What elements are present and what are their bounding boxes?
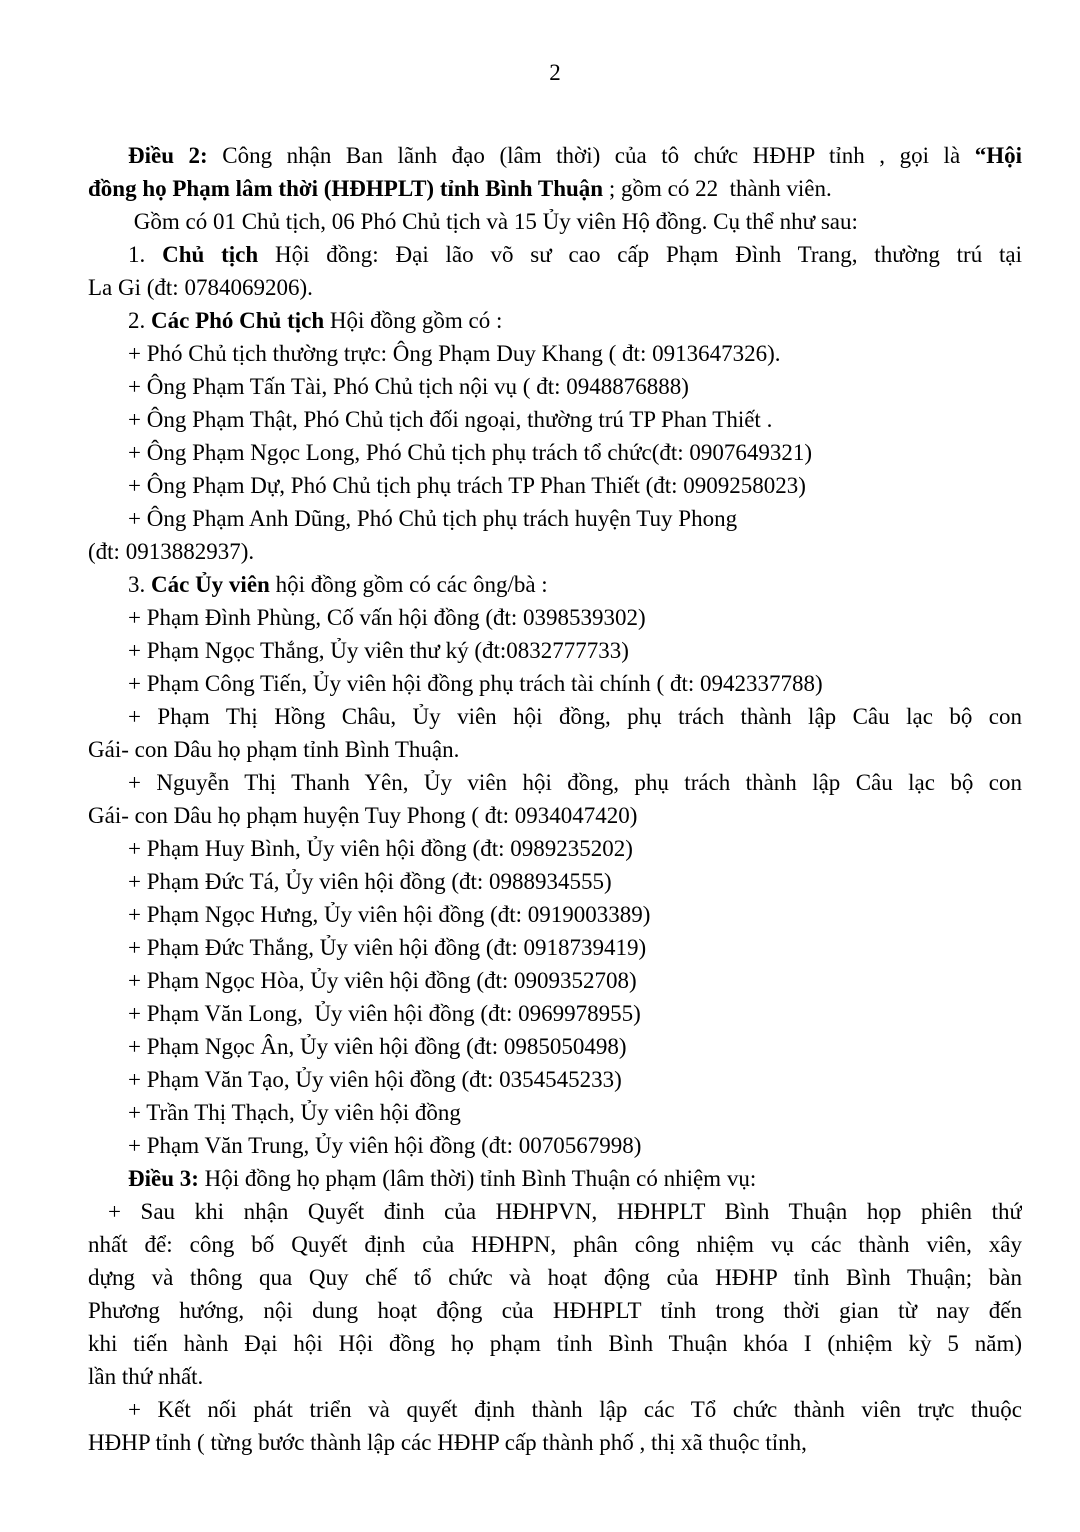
doc-line — [88, 601, 1022, 634]
text-segment: Hội đồng họ phạm (lâm thời) tỉnh Bình Thuận có nhiệm vụ: — [198, 1166, 757, 1191]
bold-text-segment: Điều 2: — [128, 143, 208, 168]
doc-line — [88, 997, 1022, 1030]
page-number: 2 — [549, 60, 561, 85]
text-segment: + Phạm Đức Thắng, Ủy viên hội đồng (đt: 0918739419) — [128, 935, 647, 960]
bold-text-segment: “Hội — [974, 143, 1022, 168]
text-segment: + Phạm Đức Tá, Ủy viên hội đồng (đt: 0988934555) — [128, 869, 612, 894]
text-segment: + Trần Thị Thạch, Ủy viên hội đồng — [128, 1100, 461, 1125]
doc-line — [88, 1030, 1022, 1063]
text-segment: + Phó Chủ tịch thường trực: Ông Phạm Duy Khang ( đt: 0913647326). — [128, 341, 781, 366]
doc-line — [88, 898, 1022, 931]
text-segment: + Phạm Văn Trung, Ủy viên hội đồng (đt: 0070567998) — [128, 1133, 642, 1158]
text-segment: nhất để: công bố Quyết định của HĐHPN, phân công nhiệm vụ các thành viên, xây — [88, 1232, 1022, 1257]
doc-line — [88, 436, 1022, 469]
doc-line — [88, 667, 1022, 700]
doc-line — [88, 700, 1022, 733]
doc-line — [88, 370, 1022, 403]
text-segment: hội đồng gồm có các ông/bà : — [269, 572, 548, 597]
text-segment: 1. — [128, 242, 163, 267]
doc-line — [88, 1360, 1022, 1393]
doc-line — [88, 1261, 1022, 1294]
text-segment: + Ông Phạm Dự, Phó Chủ tịch phụ trách TP Phan Thiết (đt: 0909258023) — [128, 473, 806, 498]
doc-line — [88, 1426, 1022, 1459]
doc-line — [88, 832, 1022, 865]
doc-line — [88, 931, 1022, 964]
text-segment: + Sau khi nhận Quyết đinh của HĐHPVN, HĐHPLT Bình Thuận họp phiên thứ — [108, 1199, 1022, 1224]
doc-line — [88, 205, 1022, 238]
text-segment: + Phạm Ngọc Ân, Ủy viên hội đồng (đt: 0985050498) — [128, 1034, 627, 1059]
text-segment: + Phạm Công Tiến, Ủy viên hội đồng phụ trách tài chính ( đt: 0942337788) — [128, 671, 823, 696]
doc-line — [88, 964, 1022, 997]
text-segment: + Phạm Ngọc Thắng, Ủy viên thư ký (đt:0832777733) — [128, 638, 629, 663]
doc-line — [88, 1063, 1022, 1096]
text-segment: + Ông Phạm Anh Dũng, Phó Chủ tịch phụ trách huyện Tuy Phong — [128, 506, 738, 531]
doc-line — [88, 238, 1022, 271]
doc-line — [88, 469, 1022, 502]
doc-line — [88, 1129, 1022, 1162]
text-segment: + Phạm Ngọc Hòa, Ủy viên hội đồng (đt: 0909352708) — [128, 968, 637, 993]
doc-line — [88, 799, 1022, 832]
text-segment: khi tiến hành Đại hội Hội đồng họ phạm tỉnh Bình Thuận khóa I (nhiệm kỳ 5 năm) — [88, 1331, 1022, 1356]
text-segment: (đt: 0913882937). — [88, 539, 255, 564]
doc-line — [88, 502, 1022, 535]
doc-line — [88, 1294, 1022, 1327]
doc-line — [88, 733, 1022, 766]
text-segment: La Gi (đt: 0784069206). — [88, 275, 313, 300]
text-segment: lần thứ nhất. — [88, 1364, 204, 1389]
text-segment: Gồm có 01 Chủ tịch, 06 Phó Chủ tịch và 15 Ủy viên Hộ đồng. Cụ thể như sau: — [128, 209, 858, 234]
doc-line — [88, 337, 1022, 370]
text-segment: HĐHP tỉnh ( từng bước thành lập các HĐHP cấp thành phố , thị xã thuộc tỉnh, — [88, 1430, 807, 1455]
text-segment: + Phạm Đình Phùng, Cố vấn hội đồng (đt: 0398539302) — [128, 605, 646, 630]
text-segment: + Phạm Huy Bình, Ủy viên hội đồng (đt: 0989235202) — [128, 836, 633, 861]
doc-line — [88, 139, 1022, 172]
text-segment: Hội đồng gồm có : — [324, 308, 503, 333]
text-segment: + Kết nối phát triển và quyết định thành lập các Tổ chức thành viên trực thuộc — [128, 1397, 1022, 1422]
text-segment: Gái- con Dâu họ phạm huyện Tuy Phong ( đt: 0934047420) — [88, 803, 638, 828]
bold-text-segment: đồng họ Phạm lâm thời (HĐHPLT) tỉnh Bình Thuận — [88, 176, 604, 201]
doc-line — [88, 1228, 1022, 1261]
text-segment: dựng và thông qua Quy chế tổ chức và hoạt động của HĐHP tỉnh Bình Thuận; bàn — [88, 1265, 1022, 1290]
text-segment: Hội đồng: Đại lão võ sư cao cấp Phạm Đình Trang, thường trú tại — [258, 242, 1022, 267]
text-segment: + Phạm Văn Long, Ủy viên hội đồng (đt: 0969978955) — [128, 1001, 641, 1026]
doc-line — [88, 1162, 1022, 1195]
doc-line — [88, 172, 1022, 205]
bold-text-segment: Chủ tịch — [162, 242, 259, 267]
text-segment: 3. — [128, 572, 151, 597]
text-segment: + Ông Phạm Thật, Phó Chủ tịch đối ngoại, thường trú TP Phan Thiết . — [128, 407, 773, 432]
bold-text-segment: Các Phó Chủ tịch — [151, 308, 325, 333]
text-segment: + Phạm Ngọc Hưng, Ủy viên hội đồng (đt: 0919003389) — [128, 902, 651, 927]
text-segment: + Phạm Thị Hồng Châu, Ủy viên hội đồng, phụ trách thành lập Câu lạc bộ con — [128, 704, 1022, 729]
text-segment: Gái- con Dâu họ phạm tỉnh Bình Thuận. — [88, 737, 460, 762]
doc-line — [88, 568, 1022, 601]
doc-body — [88, 139, 1022, 1459]
doc-line — [88, 766, 1022, 799]
bold-text-segment: Các Ủy viên — [151, 572, 270, 597]
text-segment: Phương hướng, nội dung hoạt động của HĐHPLT tỉnh trong thời gian từ nay đến — [88, 1298, 1022, 1323]
doc-line — [88, 634, 1022, 667]
text-segment: Công nhận Ban lãnh đạo (lâm thời) của tô chức HĐHP tỉnh , gọi là — [207, 143, 975, 168]
doc-line — [88, 1096, 1022, 1129]
text-segment: + Ông Phạm Tấn Tài, Phó Chủ tịch nội vụ ( đt: 0948876888) — [128, 374, 689, 399]
doc-line — [88, 304, 1022, 337]
doc-line — [88, 403, 1022, 436]
text-segment: + Nguyễn Thị Thanh Yên, Ủy viên hội đồng, phụ trách thành lập Câu lạc bộ con — [128, 770, 1022, 795]
doc-line — [88, 535, 1022, 568]
doc-line — [88, 1393, 1022, 1426]
doc-line — [88, 1195, 1022, 1228]
doc-line — [88, 865, 1022, 898]
text-segment: + Phạm Văn Tạo, Ủy viên hội đồng (đt: 0354545233) — [128, 1067, 622, 1092]
bold-text-segment: Điều 3: — [128, 1166, 199, 1191]
doc-line — [88, 271, 1022, 304]
text-segment: + Ông Phạm Ngọc Long, Phó Chủ tịch phụ trách tổ chức(đt: 0907649321) — [128, 440, 813, 465]
text-segment: ; gồm có 22 thành viên. — [603, 176, 832, 201]
doc-line — [88, 1327, 1022, 1360]
text-segment: 2. — [128, 308, 151, 333]
